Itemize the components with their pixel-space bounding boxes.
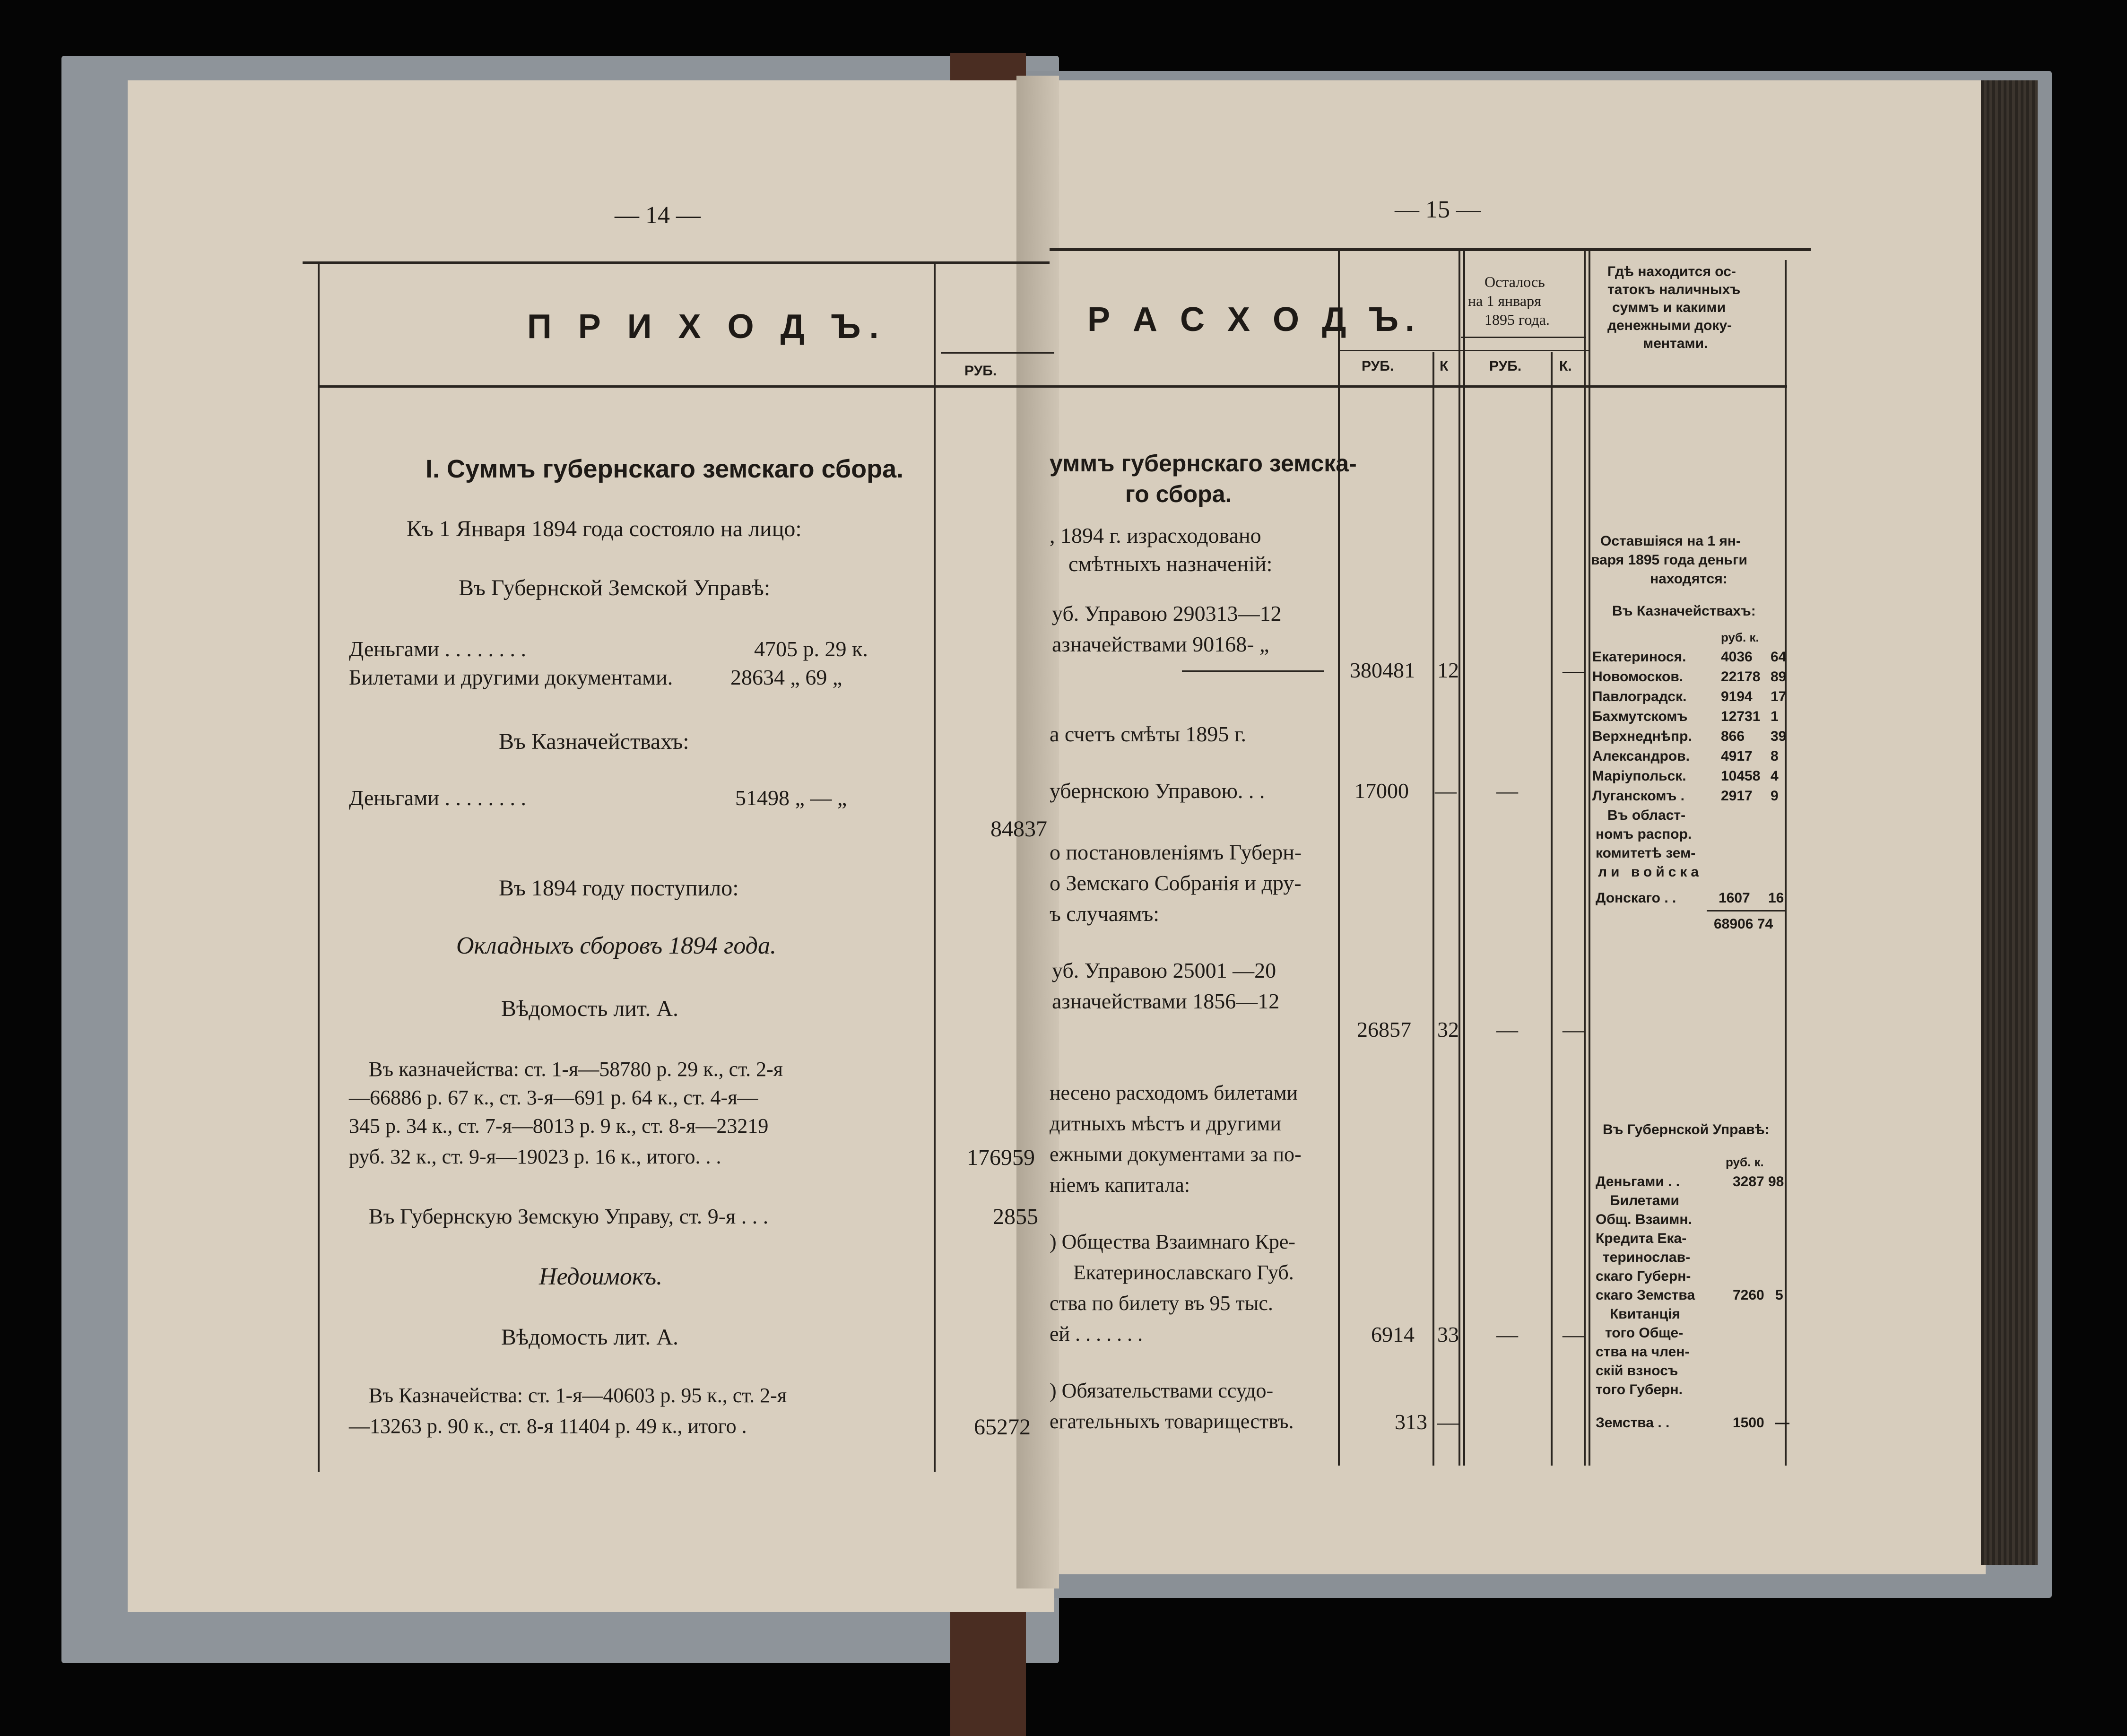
page-number-left: — 14 — xyxy=(615,202,701,229)
text-line: Въ казначейства: ст. 1-я—58780 р. 29 к., ст. 2-я xyxy=(369,1058,783,1081)
col-rub-right-2: РУБ. xyxy=(1489,358,1522,374)
text-line: ей . . . . . . . xyxy=(1050,1322,1143,1345)
side-text: Кредита Ека- xyxy=(1596,1231,1687,1246)
side-text: скаго Губерн- xyxy=(1596,1268,1691,1284)
side-row-kop: 64 xyxy=(1771,649,1787,665)
side-text: Оставшіяся на 1 ян- xyxy=(1600,533,1741,549)
amount-cell: 176959 xyxy=(967,1145,1035,1170)
side-row-rub: 22178 xyxy=(1721,669,1761,685)
side-text: находятся: xyxy=(1650,571,1728,587)
side-col-header: руб. к. xyxy=(1721,630,1759,644)
text-line: —66886 р. 67 к., ст. 3-я—691 р. 64 к., ст. 4-я— xyxy=(349,1086,758,1109)
row-value: 51498 „ — „ xyxy=(735,786,847,810)
amount-cell: — xyxy=(1496,1322,1518,1346)
text-line: азначействами 1856—12 xyxy=(1052,989,1280,1013)
side-row-rub: 866 xyxy=(1721,729,1745,744)
amount-cell: — xyxy=(1437,1410,1459,1434)
amount-cell: — xyxy=(1496,779,1518,803)
side-text: Общ. Взаимн. xyxy=(1596,1212,1692,1227)
text-line: Вѣдомость лит. А. xyxy=(501,996,678,1021)
header-bottom-rule-left xyxy=(318,385,1055,388)
side-text: Квитанція xyxy=(1610,1306,1680,1322)
amount-cell: — xyxy=(1496,1017,1518,1042)
side-amount: 1500 xyxy=(1733,1415,1764,1431)
side-row-rub: 12731 xyxy=(1721,709,1761,724)
side-row-rub: 4917 xyxy=(1721,748,1753,764)
side-row-rub: 9194 xyxy=(1721,689,1753,704)
side-amount: 1607 xyxy=(1719,890,1750,906)
col-divider xyxy=(1463,251,1465,1466)
text-line: ніемъ капитала: xyxy=(1050,1173,1190,1197)
gde-header: татокъ наличныхъ xyxy=(1607,282,1741,297)
row-label: Деньгами . . . . . . . . xyxy=(349,786,526,810)
col-divider xyxy=(1551,352,1553,1466)
side-text: комитетѣ зем- xyxy=(1596,845,1696,861)
side-text: номъ распор. xyxy=(1596,826,1692,842)
side-row-kop: 4 xyxy=(1771,768,1779,784)
amount-cell: 380481 xyxy=(1350,658,1415,682)
page-number-right: — 15 — xyxy=(1395,196,1481,223)
side-row-kop: 8 xyxy=(1771,748,1779,764)
col-divider xyxy=(1589,251,1590,1466)
col-k-right-2: К. xyxy=(1559,358,1572,374)
amount-cell: — xyxy=(1563,658,1584,682)
col-rub-right: РУБ. xyxy=(1362,358,1394,374)
side-text: ли войска xyxy=(1598,864,1703,880)
amount-cell: 84837 xyxy=(990,816,1047,842)
section-title-right: го сбора. xyxy=(1125,481,1232,507)
amount-cell: 313 xyxy=(1395,1410,1427,1434)
amount-cell: 26857 xyxy=(1357,1017,1411,1042)
side-total: 68906 74 xyxy=(1714,916,1773,932)
text-line: о постановленіямъ Губерн- xyxy=(1050,840,1302,864)
text-line: уб. Управою 25001 —20 xyxy=(1052,958,1276,982)
side-text: ства на член- xyxy=(1596,1344,1690,1360)
side-col-header: руб. к. xyxy=(1726,1155,1764,1169)
text-line: о Земскаго Собранія и дру- xyxy=(1050,871,1302,895)
amount-cell: — xyxy=(1563,1017,1584,1042)
gde-header: ментами. xyxy=(1643,336,1708,351)
side-amount: 7260 xyxy=(1733,1287,1764,1303)
col-divider xyxy=(1432,352,1434,1466)
row-value: 4705 р. 29 к. xyxy=(754,637,868,661)
heading-income: П Р И Х О Д Ъ. xyxy=(527,308,887,346)
section-title: I. Суммъ губернскаго земскаго сбора. xyxy=(425,455,904,483)
side-row-name: Александров. xyxy=(1592,748,1690,764)
side-heading: Въ Губернской Управѣ: xyxy=(1603,1122,1770,1137)
side-row-name: Маріупольск. xyxy=(1592,768,1686,784)
side-amount: 5 xyxy=(1775,1287,1783,1303)
subheading: Недоимокъ. xyxy=(539,1263,663,1290)
ostalos-header: на 1 января xyxy=(1468,292,1541,309)
text-line: Въ Губернской Земской Управѣ: xyxy=(459,575,771,600)
text-line: Вѣдомость лит. А. xyxy=(501,1325,678,1350)
amount-cell: 65272 xyxy=(974,1415,1031,1440)
amount-cell: 2855 xyxy=(993,1204,1038,1229)
text-line: ) Обязательствами ссудо- xyxy=(1050,1379,1274,1402)
col-rub-left: РУБ. xyxy=(964,363,997,379)
text-line: егательныхъ товариществъ. xyxy=(1050,1410,1294,1433)
sum-rule xyxy=(1182,670,1324,672)
amount-cell: 12 xyxy=(1437,658,1459,682)
text-line: а счетъ смѣты 1895 г. xyxy=(1050,722,1247,746)
heading-expense: Р А С Х О Д Ъ. xyxy=(1087,301,1421,339)
top-rule-right xyxy=(1050,248,1811,251)
col-divider xyxy=(1459,251,1460,1466)
text-line: убернскою Управою. . . xyxy=(1050,779,1265,803)
ostalos-rule xyxy=(1461,337,1586,338)
col-divider xyxy=(1584,251,1586,1466)
side-amount: — xyxy=(1775,1415,1789,1431)
gde-header: Гдѣ находится ос- xyxy=(1607,264,1736,279)
col-divider xyxy=(1785,260,1787,1466)
side-row-name: Бахмутскомъ xyxy=(1592,709,1688,724)
text-line: Въ Губернскую Земскую Управу, ст. 9-я . . . xyxy=(369,1204,769,1228)
side-row-name: Новомосков. xyxy=(1592,669,1684,685)
rub-column-divider xyxy=(934,264,936,1472)
text-line: ъ случаямъ: xyxy=(1050,902,1160,926)
section-title-right: уммъ губернскаго земска- xyxy=(1050,450,1357,477)
text-line: уб. Управою 290313—12 xyxy=(1052,601,1282,625)
text-line: Къ 1 Января 1894 года состояло на лицо: xyxy=(407,516,802,541)
side-amount: 16 xyxy=(1768,890,1784,906)
ostalos-header: 1895 года. xyxy=(1485,311,1550,328)
side-row-kop: 17 xyxy=(1771,689,1787,704)
amount-cell: 17000 xyxy=(1354,779,1409,803)
text-line: Екатеринославскаго Губ. xyxy=(1073,1261,1294,1284)
side-row-kop: 9 xyxy=(1771,788,1779,804)
col-k-right: К xyxy=(1440,358,1449,374)
amount-cell: — xyxy=(1435,779,1457,803)
side-text: скаго Земства xyxy=(1596,1287,1695,1303)
text-line: ) Общества Взаимнаго Кре- xyxy=(1050,1230,1296,1253)
side-text: скій взносъ xyxy=(1596,1363,1678,1379)
side-row-kop: 39 xyxy=(1771,729,1787,744)
col-divider xyxy=(1338,251,1340,1466)
text-line: , 1894 г. израсходовано xyxy=(1050,523,1261,547)
text-line: —13263 р. 90 к., ст. 8-я 11404 р. 49 к., итого . xyxy=(349,1415,747,1438)
side-sum-rule xyxy=(1707,910,1785,911)
side-amount: 3287 xyxy=(1733,1174,1764,1189)
amount-cell: 32 xyxy=(1437,1017,1459,1042)
side-text: Земства . . xyxy=(1596,1415,1670,1431)
side-row-rub: 4036 xyxy=(1721,649,1753,665)
page-edges xyxy=(1981,80,2038,1565)
top-rule-left xyxy=(303,261,1050,264)
side-text: Въ област- xyxy=(1607,807,1686,823)
side-text: теринослав- xyxy=(1603,1250,1691,1265)
text-line: ства по билету въ 95 тыс. xyxy=(1050,1292,1273,1315)
amount-cell: 33 xyxy=(1437,1322,1459,1346)
side-row-name: Екатеринося. xyxy=(1592,649,1686,665)
side-row-name: Луганскомъ . xyxy=(1592,788,1684,804)
text-line: руб. 32 к., ст. 9-я—19023 р. 16 к., итого. . . xyxy=(349,1145,721,1168)
row-value: 28634 „ 69 „ xyxy=(730,665,842,689)
text-line: несено расходомъ билетами xyxy=(1050,1081,1298,1104)
side-text: того Губерн. xyxy=(1596,1382,1683,1397)
ostalos-header: Осталось xyxy=(1485,273,1545,290)
header-bottom-rule-right xyxy=(1050,385,1787,388)
amount-cell: 6914 xyxy=(1371,1322,1415,1346)
row-label: Деньгами . . . . . . . . xyxy=(349,637,526,661)
side-text: Билетами xyxy=(1610,1193,1679,1208)
side-row-kop: 89 xyxy=(1771,669,1787,685)
side-row-name: Павлоградск. xyxy=(1592,689,1687,704)
text-line: смѣтныхъ назначеній: xyxy=(1068,552,1273,576)
side-text: Донскаго . . xyxy=(1596,890,1676,906)
text-line: дитныхъ мѣстъ и другими xyxy=(1050,1112,1281,1135)
gde-header: суммъ и какими xyxy=(1612,300,1726,315)
text-line: ежными документами за по- xyxy=(1050,1143,1302,1166)
side-text: Деньгами . . xyxy=(1596,1174,1680,1189)
side-row-rub: 10458 xyxy=(1721,768,1761,784)
side-row-name: Верхнеднѣпр. xyxy=(1592,729,1692,744)
side-text: того Обще- xyxy=(1605,1325,1684,1341)
side-row-rub: 2917 xyxy=(1721,788,1753,804)
text-line: 345 р. 34 к., ст. 7-я—8013 р. 9 к., ст. 8-я—23219 xyxy=(349,1114,769,1137)
gde-header: денежными доку- xyxy=(1607,318,1732,333)
text-line: азначействами 90168- „ xyxy=(1052,632,1269,656)
side-amount: 98 xyxy=(1768,1174,1784,1189)
text-line: Въ Казначействахъ: xyxy=(499,729,689,754)
text-line: Въ Казначейства: ст. 1-я—40603 р. 95 к., ст. 2-я xyxy=(369,1384,787,1407)
left-border xyxy=(318,264,320,1472)
amount-cell: — xyxy=(1563,1322,1584,1346)
row-label: Билетами и другими документами. xyxy=(349,665,673,689)
side-row-kop: 1 xyxy=(1771,709,1779,724)
subheading: Окладныхъ сборовъ 1894 года. xyxy=(456,932,776,959)
side-text: варя 1895 года деньги xyxy=(1591,552,1747,568)
rub-header-rule xyxy=(941,352,1054,354)
side-heading: Въ Казначействахъ: xyxy=(1612,603,1756,619)
text-line: Въ 1894 году поступило: xyxy=(499,876,739,901)
